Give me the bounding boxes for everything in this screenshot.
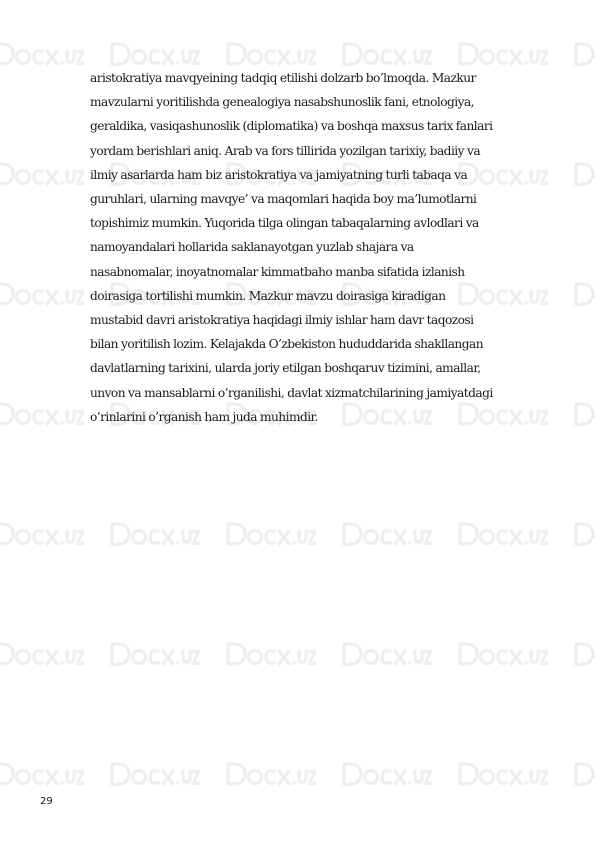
page-number: 29 <box>40 796 53 807</box>
text-line-8: namoyandalari hollarida saklanayotgan yuzlab shajara va <box>90 240 414 255</box>
docx-watermark-logo <box>572 400 595 428</box>
text-line-14: unvon va mansablarni o’rganilishi, davlat xizmatchilarining jamiyatdagi <box>90 385 493 400</box>
text-line-1: aristokratiya mavqyeining tadqiq etilishi dolzarb bo’lmoqda. Mazkur <box>90 71 476 85</box>
docx-watermark-logo <box>456 640 548 668</box>
docx-watermark-logo <box>0 280 84 308</box>
text-line-3: geraldika, vasiqashunoslik (diplomatika) va boshqa maxsus tarix fanlari <box>90 119 493 134</box>
docx-watermark-logo <box>340 40 432 68</box>
docx-watermark-logo <box>224 520 316 548</box>
docx-watermark-logo <box>0 760 84 788</box>
docx-watermark-logo <box>224 760 316 788</box>
docx-watermark-logo <box>572 520 595 548</box>
docx-watermark-logo <box>108 760 200 788</box>
text-line-12: bilan yoritilish lozim. Kelajakda O’zbekiston hududdarida shakllangan <box>90 337 484 352</box>
text-line-10: doirasiga tortilishi mumkin. Mazkur mavzu doirasiga kiradigan <box>90 288 446 303</box>
docx-watermark-logo <box>572 760 595 788</box>
text-line-11: mustabid davri aristokratiya haqidagi ilmiy ishlar ham davr taqozosi <box>90 313 474 328</box>
docx-watermark-logo <box>340 520 432 548</box>
docx-watermark-logo <box>0 160 84 188</box>
docx-watermark-logo <box>572 640 595 668</box>
text-line-4: yordam berishlari aniq. Arab va fors tillirida yozilgan tarixiy, badiiy va <box>90 143 481 158</box>
docx-watermark-logo <box>108 640 200 668</box>
text-line-2: mavzularni yoritilishda genealogiya nasabshunoslik fani, etnologiya, <box>90 95 474 110</box>
docx-watermark-logo <box>572 160 595 188</box>
docx-watermark-logo <box>0 400 84 428</box>
docx-watermark-logo <box>572 40 595 68</box>
docx-watermark-logo <box>456 40 548 68</box>
text-line-15: o’rinlarini o’rganish ham juda muhimdir. <box>90 409 318 424</box>
docx-watermark-logo <box>572 280 595 308</box>
text-line-6: guruhlari, ularning mavqye’ va maqomlari haqida boy ma’lumotlarni <box>90 192 477 207</box>
text-line-9: nasabnomalar, inoyatnomalar kimmatbaho manba sifatida izlanish <box>90 264 465 279</box>
docx-watermark-logo <box>456 760 548 788</box>
docx-watermark-logo <box>108 520 200 548</box>
page-body <box>90 66 510 429</box>
docx-watermark-logo <box>340 760 432 788</box>
docx-watermark-logo <box>456 520 548 548</box>
docx-watermark-logo <box>0 40 84 68</box>
docx-watermark-logo <box>0 520 84 548</box>
docx-watermark-logo <box>108 40 200 68</box>
text-line-7: topishimiz mumkin. Yuqorida tilga olingan tabaqalarning avlodlari va <box>90 216 479 231</box>
docx-watermark-logo <box>0 640 84 668</box>
docx-watermark-logo <box>340 640 432 668</box>
text-line-5: ilmiy asarlarda ham biz aristokratiya va jamiyatning turli tabaqa va <box>90 167 468 182</box>
text-line-13: davlatlarning tarixini, ularda joriy etilgan boshqaruv tizimini, amallar, <box>90 361 481 376</box>
docx-watermark-logo <box>224 640 316 668</box>
docx-watermark-logo <box>224 40 316 68</box>
